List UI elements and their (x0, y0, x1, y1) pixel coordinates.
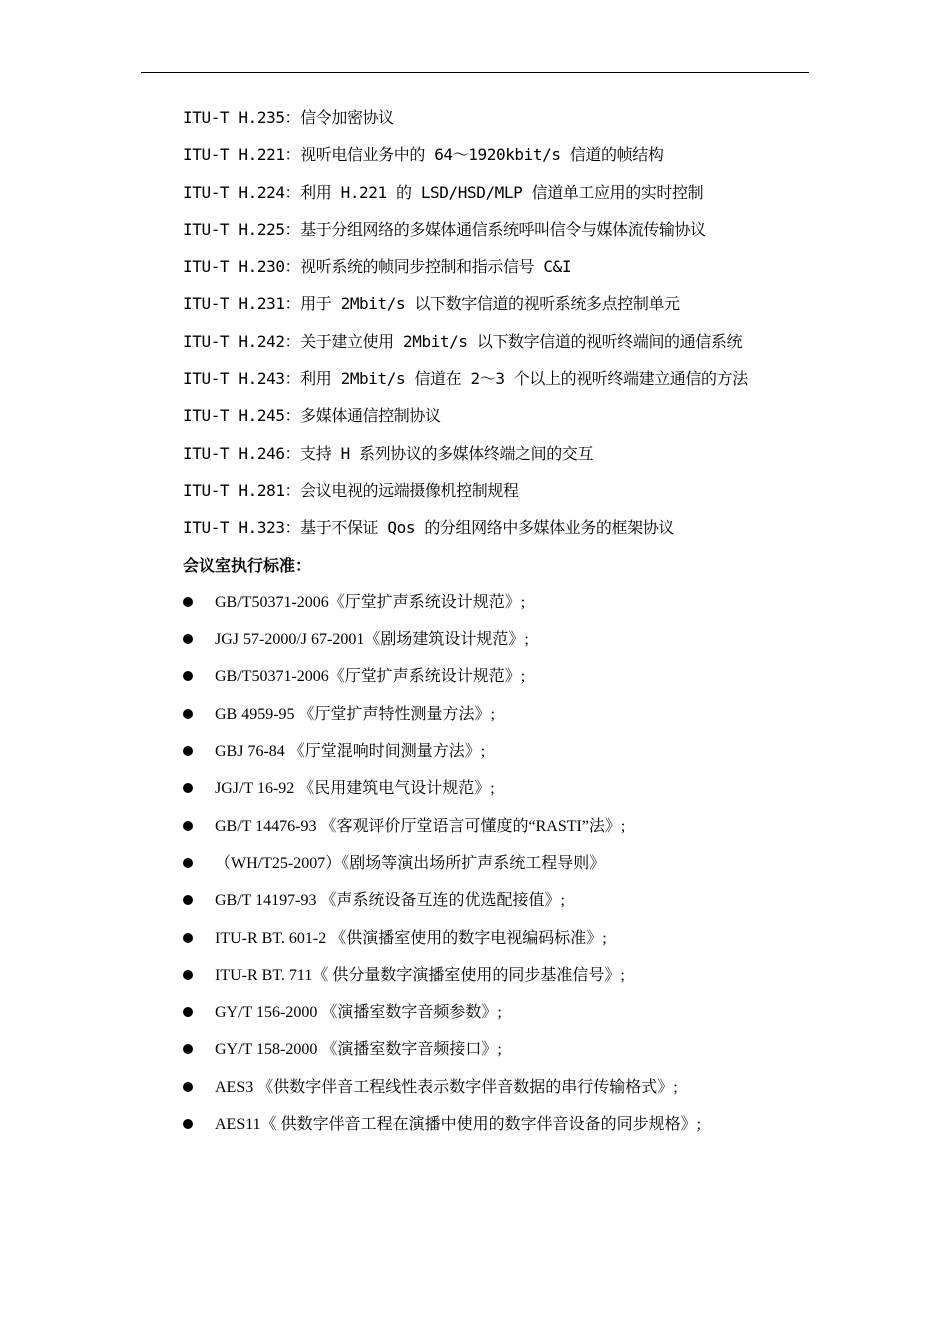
bullet-icon (183, 1119, 193, 1129)
bullet-icon (183, 895, 193, 905)
list-item (141, 994, 809, 1031)
list-item (141, 696, 809, 733)
list-item-text: GB 4959-95 《厅堂扩声特性测量方法》; (215, 705, 496, 723)
list-item (141, 770, 809, 807)
standard-line: ITU-T H.246：支持 H 系列协议的多媒体终端之间的交互 (183, 443, 594, 463)
standard-line: ITU-T H.245：多媒体通信控制协议 (183, 406, 441, 426)
list-item (141, 658, 809, 695)
list-item (141, 584, 809, 621)
list-item-text: GY/T 158-2000 《演播室数字音频接口》; (215, 1041, 502, 1059)
list-item-text: AES11《 供数字伴音工程在演播中使用的数字伴音设备的同步规格》; (215, 1116, 702, 1134)
list-item (141, 920, 809, 957)
list-item-text: GY/T 156-2000 《演播室数字音频参数》; (215, 1004, 502, 1022)
list-item (141, 1031, 809, 1068)
list-item-text: GBJ 76-84 《厅堂混响时间测量方法》; (215, 743, 486, 761)
bullet-icon (183, 597, 193, 607)
bullet-icon (183, 821, 193, 831)
list-item-text: JGJ/T 16-92 《民用建筑电气设计规范》; (215, 780, 495, 798)
bullet-icon (183, 671, 193, 681)
document-body (141, 99, 809, 1143)
list-item (141, 1069, 809, 1106)
list-item (141, 733, 809, 770)
standard-line-wrapped: ITU-T H.242：关于建立使用 2Mbit/s 以下数字信道的视听终端间的通信系统 (183, 331, 743, 351)
bullet-icon (183, 1007, 193, 1017)
list-item-text: GB/T50371-2006《厅堂扩声系统设计规范》; (215, 668, 526, 686)
standard-line: ITU-T H.243：利用 2Mbit/s 信道在 2～3 个以上的视听终端建立通信的方法 (183, 369, 748, 389)
list-item (141, 1106, 809, 1143)
bullet-icon (183, 933, 193, 943)
list-item-text: GB/T 14197-93 《声系统设备互连的优选配接值》; (215, 892, 565, 910)
bullet-icon (183, 709, 193, 719)
list-item (141, 808, 809, 845)
list-item-text: AES3 《供数字伴音工程线性表示数字伴音数据的串行传输格式》; (215, 1078, 678, 1096)
bullet-icon (183, 634, 193, 644)
bullet-icon (183, 746, 193, 756)
standard-line: ITU-T H.225：基于分组网络的多媒体通信系统呼叫信令与媒体流传输协议 (183, 219, 706, 239)
list-item (141, 957, 809, 994)
standard-line: ITU-T H.224：利用 H.221 的 LSD/HSD/MLP 信道单工应用的实时控制 (183, 182, 704, 202)
standard-line: ITU-T H.235：信令加密协议 (183, 108, 394, 127)
standard-line: ITU-T H.281：会议电视的远端摄像机控制规程 (183, 480, 519, 500)
standard-line: ITU-T H.323：基于不保证 Qos 的分组网络中多媒体业务的框架协议 (183, 518, 674, 538)
section-heading: 会议室执行标准： (183, 555, 312, 575)
standard-line: ITU-T H.230：视听系统的帧同步控制和指示信号 C&I (183, 257, 572, 277)
list-item-text: （WH/T25-2007）《剧场等演出场所扩声系统工程导则》 (215, 854, 606, 872)
list-item (141, 621, 809, 658)
bullet-icon (183, 858, 193, 868)
list-item-text: JGJ 57-2000/J 67-2001《剧场建筑设计规范》; (215, 631, 529, 649)
standards-list (141, 99, 809, 547)
bullet-icon (183, 1082, 193, 1092)
list-item-text: ITU-R BT. 711《 供分量数字演播室使用的同步基准信号》; (215, 966, 625, 984)
list-item-text: ITU-R BT. 601-2 《供演播室使用的数字电视编码标准》; (215, 929, 607, 947)
list-item (141, 845, 809, 882)
bullet-icon (183, 970, 193, 980)
list-item (141, 882, 809, 919)
bullet-icon (183, 1044, 193, 1054)
standard-line: ITU-T H.231：用于 2Mbit/s 以下数字信道的视听系统多点控制单元 (183, 294, 680, 314)
standard-line: ITU-T H.221：视听电信业务中的 64～1920kbit/s 信道的帧结构 (183, 145, 664, 165)
bullet-list (141, 584, 809, 1143)
list-item-text: GB/T50371-2006《厅堂扩声系统设计规范》; (215, 593, 526, 611)
header-rule (141, 72, 809, 73)
list-item-text: GB/T 14476-93 《客观评价厅堂语言可懂度的“RASTI”法》; (215, 817, 626, 835)
bullet-icon (183, 783, 193, 793)
